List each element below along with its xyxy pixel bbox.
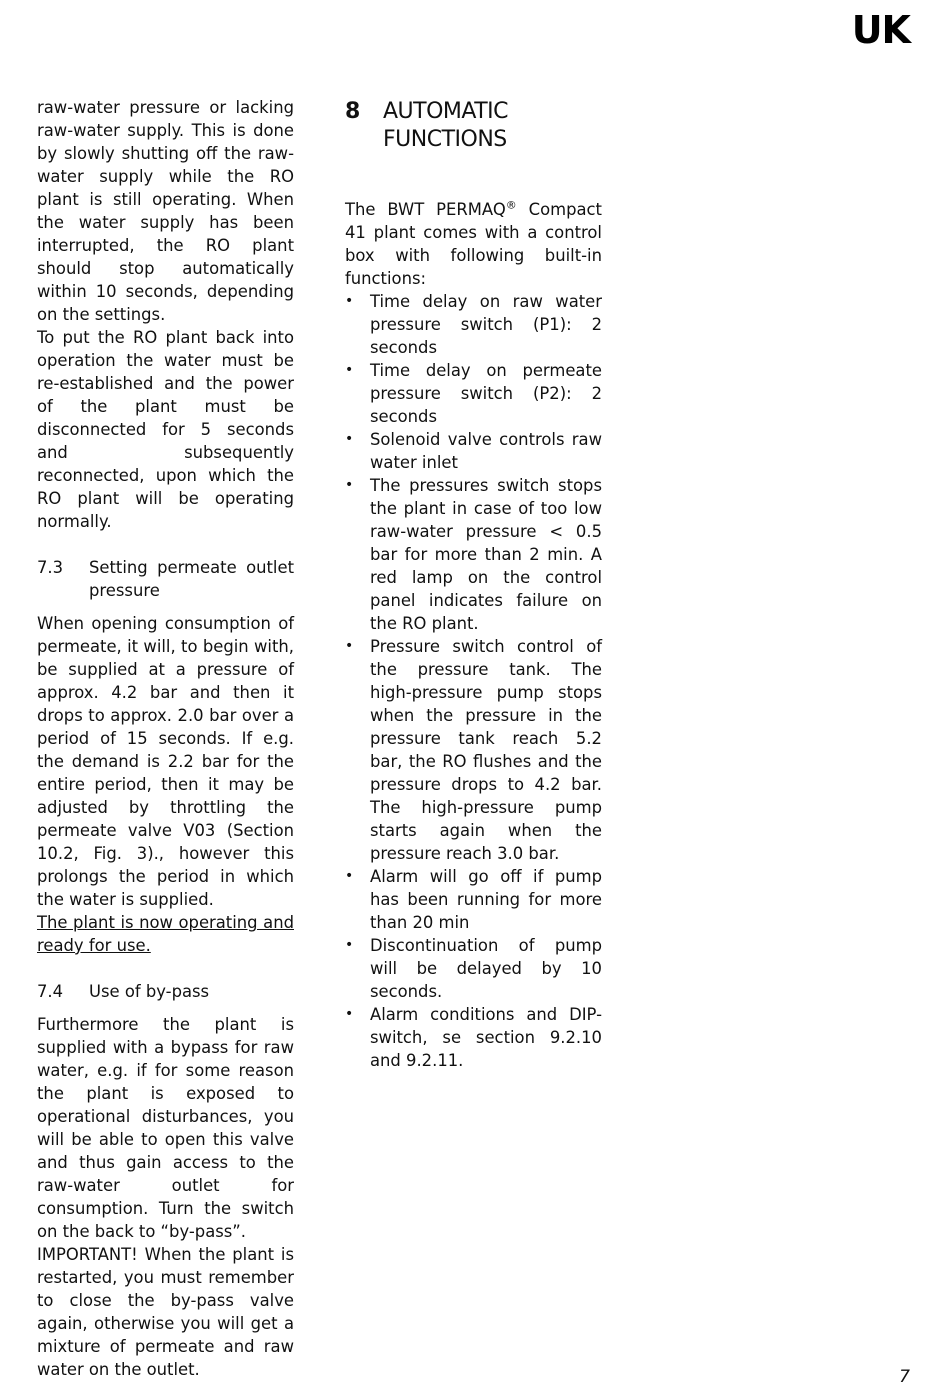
bullet-icon: •: [345, 638, 354, 654]
chapter-title: [383, 98, 602, 154]
bullet-icon: •: [345, 1006, 354, 1022]
section-7-3-body: When opening consumption of permeate, it will, to begin with, be supplied at a pressure of approx. 4.2 bar and then it drops to approx. 2.0 bar over a period of 15 seconds. If e.g. the demand is 2.2 bar for the entire period, then it may be adjusted by throttling the permeate valve V03 (Section 10.2, Fig. 3)., however this prolongs the period in which the water is supplied.: [37, 614, 294, 909]
list-item-text: The pressures switch stops the plant in case of too low raw-water pressure < 0.5 bar for more than 2 min. A red lamp on the control panel indicates failure on the RO plant.: [370, 476, 602, 633]
list-item: [345, 290, 602, 359]
important-note: IMPORTANT! When the plant is restarted, you must remember to close the by-pass valve again, otherwise you will get a mixture of permeate and raw water on the outlet.: [37, 1245, 294, 1379]
list-item-text: Solenoid valve controls raw water inlet: [370, 430, 602, 472]
list-item-text: Time delay on raw water pressure switch (P1): 2 seconds: [370, 292, 602, 357]
restart-paragraph: To put the RO plant back into operation the water must be re-established and the power of the plant must be disconnected for 5 seconds and subsequently reconnected, upon which the RO plant will be operating normally.: [37, 328, 294, 531]
bullet-icon: •: [345, 477, 354, 493]
list-item-text: Time delay on permeate pressure switch (P2): 2 seconds: [370, 361, 602, 426]
registered-mark: ®: [505, 198, 517, 212]
chapter-title-line-2: FUNCTIONS: [383, 127, 507, 152]
list-item: [345, 359, 602, 428]
list-item-text: Alarm will go off if pump has been running for more than 20 min: [370, 867, 602, 932]
bullet-icon: •: [345, 937, 354, 953]
intro-paragraph: raw-water pressure or lacking raw-water supply. This is done by slowly shutting off the raw-water supply while the RO plant is still operating. When the water supply has been interrupted, the RO plant should stop automatically within 10 seconds, depending on the settings.: [37, 98, 294, 324]
list-item-text: Discontinuation of pump will be delayed by 10 seconds.: [370, 936, 602, 1001]
intro-text-start: The BWT PERMAQ: [345, 200, 506, 219]
intro-text-end: Compact 41 plant comes with a control box with following built-in functions:: [345, 200, 602, 288]
language-tag: UK: [851, 8, 910, 52]
section-7-4-body: Furthermore the plant is supplied with a bypass for raw water, e.g. if for some reason the plant is exposed to operational disturbances, you will be able to open this valve and thus gain access to the raw-water outlet for consumption. Turn the switch on the back to “by-pass”.: [37, 1015, 294, 1241]
ready-note: The plant is now operating and ready for use.: [37, 913, 294, 955]
section-number: 7.4: [37, 982, 64, 1001]
functions-list: [345, 290, 602, 1072]
left-column: [37, 96, 294, 1381]
chapter-heading: [345, 98, 602, 154]
list-item: [345, 1003, 602, 1072]
bullet-icon: •: [345, 293, 354, 309]
page-number: 7: [899, 1367, 910, 1387]
section-number: 7.3: [37, 558, 64, 577]
chapter-title-line-1: AUTOMATIC: [383, 99, 509, 124]
chapter-number: 8: [345, 99, 361, 124]
bullet-icon: •: [345, 431, 354, 447]
list-item-text: Alarm conditions and DIP-switch, se section 9.2.10 and 9.2.11.: [370, 1005, 602, 1070]
list-item-text: Pressure switch control of the pressure tank. The high-pressure pump stops when the pressure in the pressure tank reach 5.2 bar, the RO flushes and the pressure drops to 4.2 bar. The high-pressure pump starts again when the pressure reach 3.0 bar.: [370, 637, 602, 863]
bullet-icon: •: [345, 868, 354, 884]
functions-intro: [345, 198, 602, 290]
section-7-4-heading: [37, 980, 294, 1003]
section-title: Setting permeate outlet pressure: [89, 558, 294, 600]
list-item: [345, 865, 602, 934]
list-item: [345, 635, 602, 865]
section-7-3-heading: [37, 556, 294, 602]
list-item: [345, 474, 602, 635]
list-item: [345, 934, 602, 1003]
bullet-icon: •: [345, 362, 354, 378]
section-title: Use of by-pass: [89, 982, 210, 1001]
list-item: [345, 428, 602, 474]
right-column: [345, 96, 602, 1072]
